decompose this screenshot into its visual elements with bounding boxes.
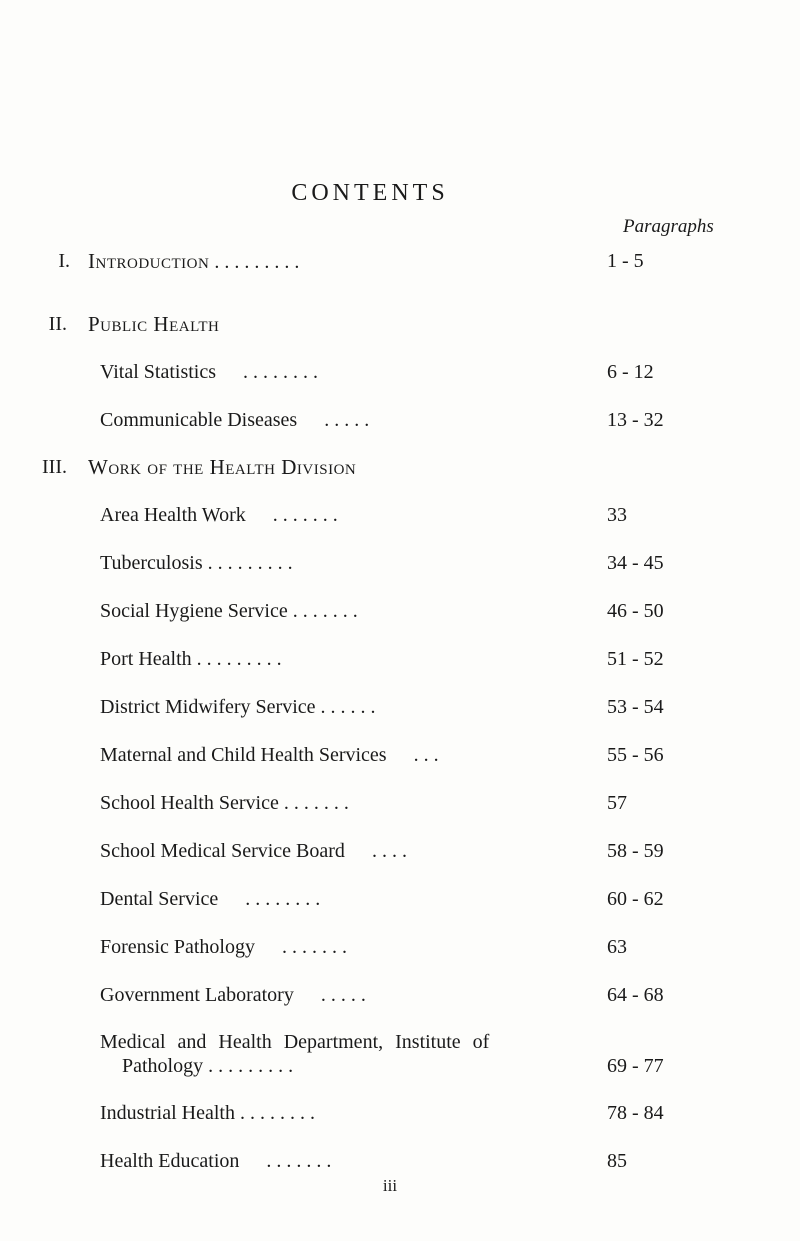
paragraph-ref: 46 - 50	[607, 600, 664, 622]
toc-entry-introduction[interactable]	[88, 246, 299, 276]
section-heading: Introduction	[88, 249, 210, 273]
entry-label: Government Laboratory	[100, 984, 294, 1006]
page-title: CONTENTS	[291, 180, 449, 206]
leader-dots: . . . . . . .	[282, 936, 347, 958]
leader-dots: . . . . . . .	[283, 792, 349, 814]
leader-dots: . . . .	[371, 840, 407, 862]
leader-dots: . . . . .	[324, 409, 370, 431]
toc-entry[interactable]	[100, 788, 349, 818]
toc-entry[interactable]	[100, 548, 293, 578]
toc-entry[interactable]	[122, 1051, 293, 1081]
paragraph-ref: 60 - 62	[607, 888, 664, 910]
entry-label: Port Health	[100, 648, 192, 670]
entry-label: Forensic Pathology	[100, 936, 255, 958]
paragraph-ref: 53 - 54	[607, 696, 664, 718]
paragraph-ref: 33	[607, 504, 627, 526]
leader-dots: . . . . . . . .	[245, 888, 321, 910]
entry-label: Maternal and Child Health Services	[100, 744, 387, 766]
toc-entry[interactable]	[100, 1098, 315, 1128]
section-heading: Work of the Health Division	[88, 455, 357, 479]
toc-entry[interactable]	[100, 405, 369, 435]
toc-entry[interactable]	[100, 740, 439, 770]
paragraph-ref: 57	[607, 792, 627, 814]
toc-entry[interactable]	[100, 500, 338, 530]
column-header: Paragraphs	[623, 216, 714, 237]
section-numeral: I.	[58, 250, 70, 272]
toc-entry[interactable]	[100, 932, 347, 962]
paragraph-ref: 64 - 68	[607, 984, 664, 1006]
section-numeral: III.	[42, 456, 67, 478]
leader-dots: . . . . . . .	[292, 600, 358, 622]
leader-dots: . . . . . .	[320, 696, 376, 718]
toc-entry[interactable]	[100, 596, 358, 626]
leader-dots: . . . . . . .	[272, 504, 338, 526]
paragraph-ref: 69 - 77	[607, 1055, 664, 1077]
leader-dots: . . . . . . . . .	[207, 552, 293, 574]
paragraph-ref: 78 - 84	[607, 1102, 664, 1124]
leader-dots: . . . . .	[320, 984, 366, 1006]
toc-entry[interactable]	[100, 836, 407, 866]
entry-label: Tuberculosis	[100, 552, 203, 574]
entry-label: Vital Statistics	[100, 361, 217, 383]
paragraph-ref: 55 - 56	[607, 744, 664, 766]
entry-label: Area Health Work	[100, 504, 246, 526]
paragraph-ref: 13 - 32	[607, 409, 664, 431]
paragraph-ref: 51 - 52	[607, 648, 664, 670]
entry-label: Social Hygiene Service	[100, 600, 288, 622]
leader-dots: . . . . . . . . .	[196, 648, 282, 670]
leader-dots: . . . . . . . . .	[208, 1055, 294, 1077]
paragraph-ref: 85	[607, 1150, 627, 1172]
entry-label: Industrial Health	[100, 1102, 235, 1124]
section-heading: Public Health	[88, 312, 220, 336]
leader-dots: . . .	[413, 744, 439, 766]
page-number: iii	[382, 1176, 398, 1195]
leader-dots: . . . . . . . . .	[214, 251, 300, 273]
toc-entry[interactable]	[100, 884, 320, 914]
toc-entry[interactable]	[100, 692, 376, 722]
leader-dots: . . . . . . .	[266, 1150, 332, 1172]
entry-label: District Midwifery Service	[100, 696, 316, 718]
paragraph-ref: 1 - 5	[607, 250, 644, 272]
entry-label: Dental Service	[100, 888, 219, 910]
toc-entry[interactable]	[100, 357, 318, 387]
paragraph-ref: 63	[607, 936, 627, 958]
leader-dots: . . . . . . . .	[239, 1102, 315, 1124]
entry-label: School Health Service	[100, 792, 279, 814]
toc-entry[interactable]	[100, 1146, 331, 1176]
entry-label: Pathology	[122, 1055, 204, 1077]
section-numeral: II.	[48, 313, 67, 335]
entry-label: Health Education	[100, 1150, 240, 1172]
toc-entry-label-line1[interactable]: Medical and Health Department, Institute of	[100, 1031, 490, 1053]
leader-dots: . . . . . . . .	[243, 361, 319, 383]
paragraph-ref: 58 - 59	[607, 840, 664, 862]
entry-label: Communicable Diseases	[100, 409, 298, 431]
paragraph-ref: 6 - 12	[607, 361, 654, 383]
entry-label: School Medical Service Board	[100, 840, 345, 862]
toc-entry[interactable]	[100, 980, 366, 1010]
toc-entry[interactable]	[100, 644, 282, 674]
paragraph-ref: 34 - 45	[607, 552, 664, 574]
